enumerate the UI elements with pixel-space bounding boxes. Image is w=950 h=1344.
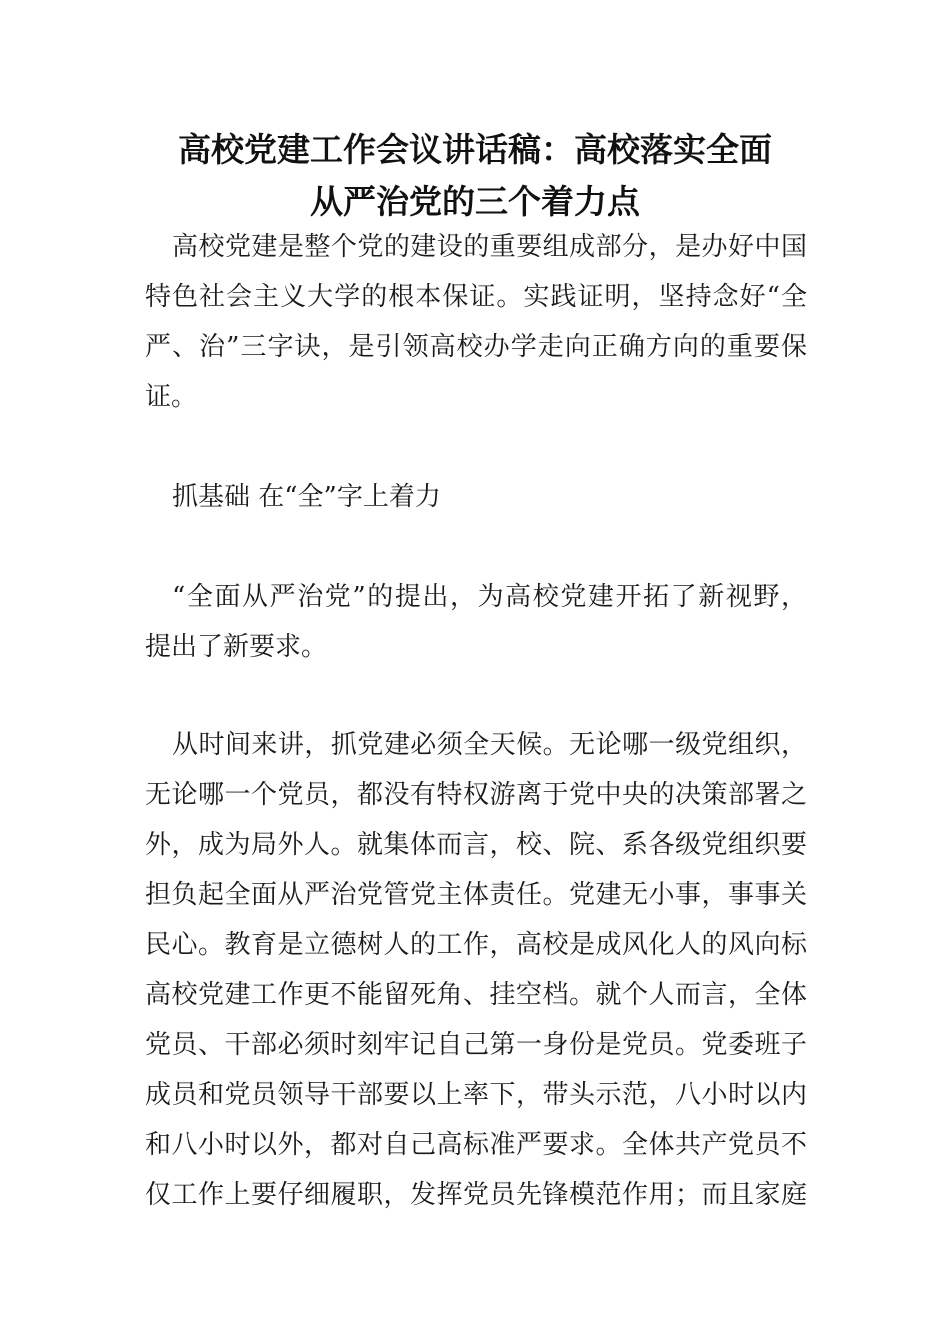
paragraph-intro bbox=[145, 222, 807, 422]
document-title bbox=[145, 124, 805, 228]
paragraph-line: 民心。教育是立德树人的工作，高校是成风化人的风向标 bbox=[145, 930, 807, 960]
paragraph-line: 担负起全面从严治党管党主体责任。党建无小事，事事关 bbox=[145, 880, 807, 910]
paragraph-line: 从时间来讲，抓党建必须全天候。无论哪一级党组织， bbox=[172, 730, 807, 760]
title-line: 从严治党的三个着力点 bbox=[310, 182, 640, 221]
paragraph-line: 证。 bbox=[145, 382, 198, 412]
paragraph-line: 党员、干部必须时刻牢记自己第一身份是党员。党委班子 bbox=[145, 1030, 807, 1060]
paragraph-line: 特色社会主义大学的根本保证。实践证明，坚持念好“全 bbox=[145, 282, 807, 312]
section-heading bbox=[145, 472, 807, 522]
paragraph-second bbox=[145, 572, 807, 672]
section-heading-text: 抓基础 在“全”字上着力 bbox=[172, 482, 441, 512]
paragraph-line: 严、治”三字诀，是引领高校办学走向正确方向的重要保 bbox=[145, 332, 807, 362]
paragraph-line: 成员和党员领导干部要以上率下，带头示范，八小时以内 bbox=[145, 1080, 807, 1110]
paragraph-line: 提出了新要求。 bbox=[145, 632, 328, 662]
paragraph-line: 和八小时以外，都对自己高标准严要求。全体共产党员不 bbox=[145, 1130, 807, 1160]
paragraph-line: 外，成为局外人。就集体而言，校、院、系各级党组织要 bbox=[145, 830, 807, 860]
title-line: 高校党建工作会议讲话稿：高校落实全面 bbox=[178, 130, 772, 169]
paragraph-line: 高校党建是整个党的建设的重要组成部分，是办好中国 bbox=[172, 232, 807, 262]
paragraph-line: 无论哪一个党员，都没有特权游离于党中央的决策部署之 bbox=[145, 780, 807, 810]
paragraph-line: 仅工作上要仔细履职，发挥党员先锋模范作用；而且家庭 bbox=[145, 1180, 807, 1210]
paragraph-line: “全面从严治党”的提出，为高校党建开拓了新视野， bbox=[172, 582, 807, 612]
paragraph-third bbox=[145, 720, 807, 1220]
paragraph-line: 高校党建工作更不能留死角、挂空档。就个人而言，全体 bbox=[145, 980, 807, 1010]
